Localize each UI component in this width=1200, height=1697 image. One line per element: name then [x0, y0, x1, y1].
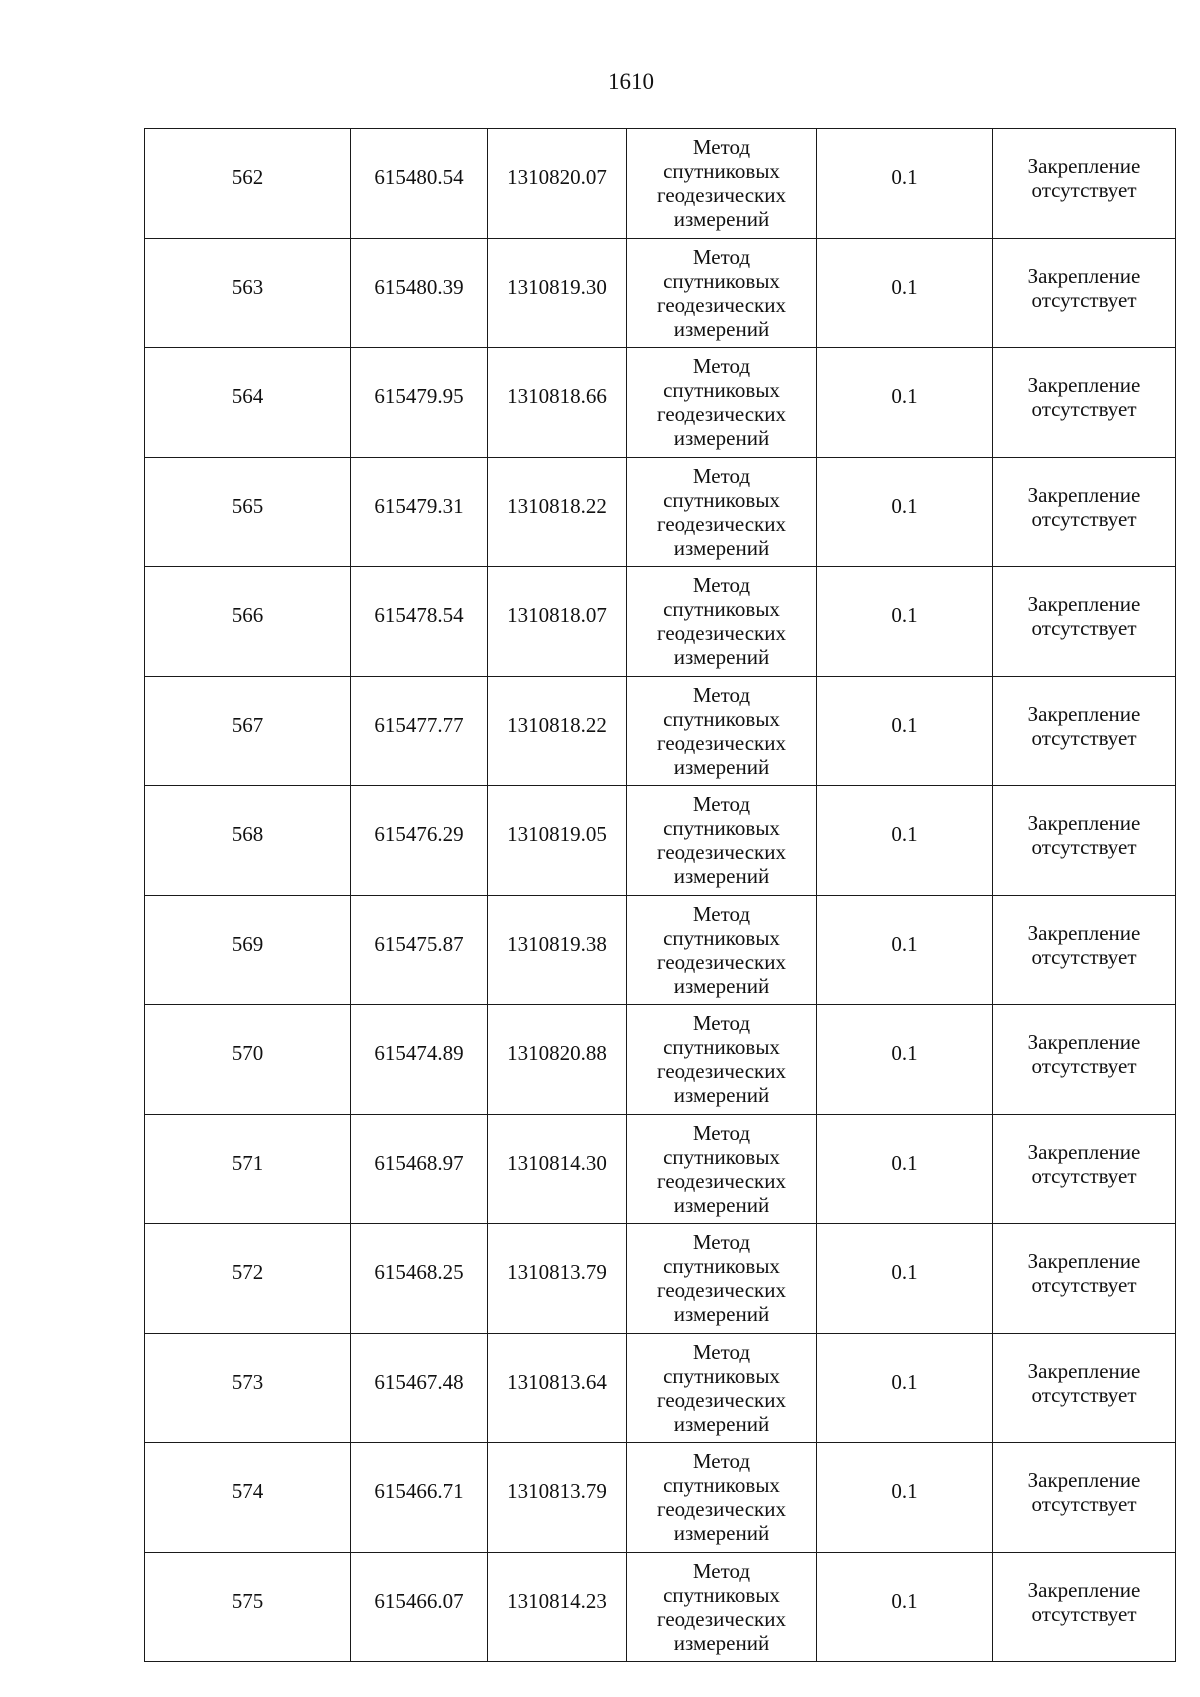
method-line: измерений [673, 1302, 770, 1327]
fixation-cell [993, 457, 1176, 567]
fixation-line: Закрепление [1027, 920, 1141, 945]
table-row [145, 1333, 1176, 1443]
method-cell [627, 238, 817, 348]
accuracy-cell: 0.1 [817, 1005, 993, 1115]
x-coordinate-cell: 615480.39 [351, 238, 488, 348]
table-row [145, 676, 1176, 786]
fixation-cell [993, 1114, 1176, 1224]
method-line: геодезических [656, 1168, 786, 1193]
point-number-cell: 567 [145, 676, 351, 786]
method-cell [627, 129, 817, 239]
x-coordinate-cell: 615478.54 [351, 567, 488, 677]
method-line: измерений [673, 1630, 770, 1655]
fixation-cell [993, 348, 1176, 458]
point-number-cell: 572 [145, 1224, 351, 1334]
y-coordinate-cell: 1310813.79 [488, 1224, 627, 1334]
method-line: спутниковых [663, 706, 780, 731]
fixation-line: отсутствует [1031, 178, 1137, 203]
fixation-line: Закрепление [1027, 263, 1141, 288]
accuracy-cell: 0.1 [817, 786, 993, 896]
method-line: спутниковых [663, 159, 780, 184]
fixation-cell [993, 786, 1176, 896]
accuracy-cell: 0.1 [817, 1224, 993, 1334]
fixation-cell [993, 1224, 1176, 1334]
x-coordinate-cell: 615479.95 [351, 348, 488, 458]
x-coordinate-cell: 615466.71 [351, 1443, 488, 1553]
method-line: измерений [673, 1083, 770, 1108]
fixation-line: Закрепление [1027, 1030, 1141, 1055]
method-line: спутниковых [663, 378, 780, 403]
y-coordinate-cell: 1310820.07 [488, 129, 627, 239]
accuracy-cell: 0.1 [817, 1552, 993, 1662]
accuracy-cell: 0.1 [817, 1333, 993, 1443]
method-line: Метод [692, 682, 751, 707]
method-line: Метод [692, 1230, 751, 1255]
method-line: Метод [692, 1011, 751, 1036]
method-line: спутниковых [663, 1473, 780, 1498]
point-number-cell: 566 [145, 567, 351, 677]
method-line: Метод [692, 244, 751, 269]
fixation-cell [993, 238, 1176, 348]
y-coordinate-cell: 1310813.79 [488, 1443, 627, 1553]
method-cell [627, 1224, 817, 1334]
y-coordinate-cell: 1310818.07 [488, 567, 627, 677]
y-coordinate-cell: 1310814.23 [488, 1552, 627, 1662]
accuracy-cell: 0.1 [817, 457, 993, 567]
fixation-line: отсутствует [1031, 397, 1137, 422]
fixation-line: отсутствует [1031, 725, 1137, 750]
point-number-cell: 569 [145, 895, 351, 1005]
table-row [145, 1224, 1176, 1334]
table-row [145, 348, 1176, 458]
method-line: геодезических [656, 621, 786, 646]
method-line: геодезических [656, 1497, 786, 1522]
table-row [145, 786, 1176, 896]
x-coordinate-cell: 615476.29 [351, 786, 488, 896]
point-number-cell: 574 [145, 1443, 351, 1553]
table-row [145, 129, 1176, 239]
point-number-cell: 562 [145, 129, 351, 239]
coordinates-table [144, 128, 1176, 1662]
method-line: Метод [692, 463, 751, 488]
x-coordinate-cell: 615480.54 [351, 129, 488, 239]
x-coordinate-cell: 615475.87 [351, 895, 488, 1005]
fixation-cell [993, 567, 1176, 677]
y-coordinate-cell: 1310818.66 [488, 348, 627, 458]
method-line: измерений [673, 645, 770, 670]
accuracy-cell: 0.1 [817, 676, 993, 786]
fixation-cell [993, 1552, 1176, 1662]
fixation-line: Закрепление [1027, 592, 1141, 617]
method-line: Метод [692, 1120, 751, 1145]
accuracy-cell: 0.1 [817, 348, 993, 458]
fixation-line: отсутствует [1031, 1492, 1137, 1517]
method-line: Метод [692, 1558, 751, 1583]
fixation-line: отсутствует [1031, 835, 1137, 860]
y-coordinate-cell: 1310819.05 [488, 786, 627, 896]
x-coordinate-cell: 615474.89 [351, 1005, 488, 1115]
table-row [145, 895, 1176, 1005]
fixation-line: Закрепление [1027, 1139, 1141, 1164]
method-line: геодезических [656, 1606, 786, 1631]
method-line: измерений [673, 973, 770, 998]
method-line: спутниковых [663, 1144, 780, 1169]
fixation-line: отсутствует [1031, 287, 1137, 312]
x-coordinate-cell: 615468.97 [351, 1114, 488, 1224]
point-number-cell: 571 [145, 1114, 351, 1224]
y-coordinate-cell: 1310819.38 [488, 895, 627, 1005]
fixation-cell [993, 1005, 1176, 1115]
y-coordinate-cell: 1310818.22 [488, 457, 627, 567]
method-line: Метод [692, 792, 751, 817]
method-cell [627, 1114, 817, 1224]
method-line: геодезических [656, 840, 786, 865]
table-body [145, 129, 1176, 1662]
method-cell [627, 1552, 817, 1662]
table-row [145, 1005, 1176, 1115]
fixation-cell [993, 895, 1176, 1005]
y-coordinate-cell: 1310814.30 [488, 1114, 627, 1224]
fixation-line: Закрепление [1027, 1577, 1141, 1602]
x-coordinate-cell: 615477.77 [351, 676, 488, 786]
method-line: спутниковых [663, 1254, 780, 1279]
method-line: спутниковых [663, 816, 780, 841]
method-line: спутниковых [663, 1035, 780, 1060]
method-cell [627, 1443, 817, 1553]
fixation-cell [993, 1333, 1176, 1443]
table-row [145, 238, 1176, 348]
method-line: измерений [673, 426, 770, 451]
fixation-cell [993, 676, 1176, 786]
fixation-line: Закрепление [1027, 154, 1141, 179]
method-line: геодезических [656, 402, 786, 427]
method-line: измерений [673, 207, 770, 232]
method-line: геодезических [656, 511, 786, 536]
table-row [145, 1552, 1176, 1662]
fixation-line: Закрепление [1027, 811, 1141, 836]
fixation-line: отсутствует [1031, 616, 1137, 641]
accuracy-cell: 0.1 [817, 1443, 993, 1553]
point-number-cell: 563 [145, 238, 351, 348]
table-row [145, 1114, 1176, 1224]
method-line: измерений [673, 535, 770, 560]
method-line: геодезических [656, 1278, 786, 1303]
method-cell [627, 348, 817, 458]
method-line: Метод [692, 354, 751, 379]
method-line: геодезических [656, 1059, 786, 1084]
method-line: измерений [673, 864, 770, 889]
x-coordinate-cell: 615466.07 [351, 1552, 488, 1662]
method-line: измерений [673, 316, 770, 341]
fixation-line: отсутствует [1031, 1601, 1137, 1626]
point-number-cell: 573 [145, 1333, 351, 1443]
fixation-cell [993, 129, 1176, 239]
point-number-cell: 570 [145, 1005, 351, 1115]
fixation-line: отсутствует [1031, 1054, 1137, 1079]
method-cell [627, 676, 817, 786]
method-cell [627, 895, 817, 1005]
method-line: Метод [692, 135, 751, 160]
fixation-line: Закрепление [1027, 482, 1141, 507]
method-cell [627, 457, 817, 567]
fixation-line: отсутствует [1031, 506, 1137, 531]
fixation-line: отсутствует [1031, 1163, 1137, 1188]
fixation-line: Закрепление [1027, 1358, 1141, 1383]
table-row [145, 1443, 1176, 1553]
fixation-line: Закрепление [1027, 373, 1141, 398]
table-row [145, 567, 1176, 677]
x-coordinate-cell: 615467.48 [351, 1333, 488, 1443]
table-row [145, 457, 1176, 567]
x-coordinate-cell: 615479.31 [351, 457, 488, 567]
method-cell [627, 786, 817, 896]
y-coordinate-cell: 1310819.30 [488, 238, 627, 348]
accuracy-cell: 0.1 [817, 238, 993, 348]
method-line: Метод [692, 901, 751, 926]
method-line: спутниковых [663, 1582, 780, 1607]
method-cell [627, 1333, 817, 1443]
method-line: спутниковых [663, 487, 780, 512]
fixation-line: отсутствует [1031, 944, 1137, 969]
accuracy-cell: 0.1 [817, 1114, 993, 1224]
method-line: Метод [692, 1449, 751, 1474]
method-line: Метод [692, 573, 751, 598]
accuracy-cell: 0.1 [817, 567, 993, 677]
y-coordinate-cell: 1310818.22 [488, 676, 627, 786]
point-number-cell: 564 [145, 348, 351, 458]
point-number-cell: 568 [145, 786, 351, 896]
method-line: спутниковых [663, 268, 780, 293]
method-line: геодезических [656, 730, 786, 755]
accuracy-cell: 0.1 [817, 895, 993, 1005]
fixation-line: отсутствует [1031, 1382, 1137, 1407]
method-line: измерений [673, 1411, 770, 1436]
point-number-cell: 565 [145, 457, 351, 567]
y-coordinate-cell: 1310820.88 [488, 1005, 627, 1115]
y-coordinate-cell: 1310813.64 [488, 1333, 627, 1443]
method-line: геодезических [656, 183, 786, 208]
method-line: измерений [673, 1521, 770, 1546]
page-number: 1610 [608, 69, 654, 94]
fixation-cell [993, 1443, 1176, 1553]
method-line: измерений [673, 1192, 770, 1217]
fixation-line: Закрепление [1027, 1249, 1141, 1274]
method-cell [627, 1005, 817, 1115]
accuracy-cell: 0.1 [817, 129, 993, 239]
fixation-line: Закрепление [1027, 1468, 1141, 1493]
method-line: спутниковых [663, 925, 780, 950]
point-number-cell: 575 [145, 1552, 351, 1662]
x-coordinate-cell: 615468.25 [351, 1224, 488, 1334]
method-line: Метод [692, 1339, 751, 1364]
method-line: спутниковых [663, 597, 780, 622]
fixation-line: отсутствует [1031, 1273, 1137, 1298]
fixation-line: Закрепление [1027, 701, 1141, 726]
method-cell [627, 567, 817, 677]
method-line: геодезических [656, 1387, 786, 1412]
method-line: спутниковых [663, 1363, 780, 1388]
method-line: измерений [673, 754, 770, 779]
method-line: геодезических [656, 292, 786, 317]
method-line: геодезических [656, 949, 786, 974]
